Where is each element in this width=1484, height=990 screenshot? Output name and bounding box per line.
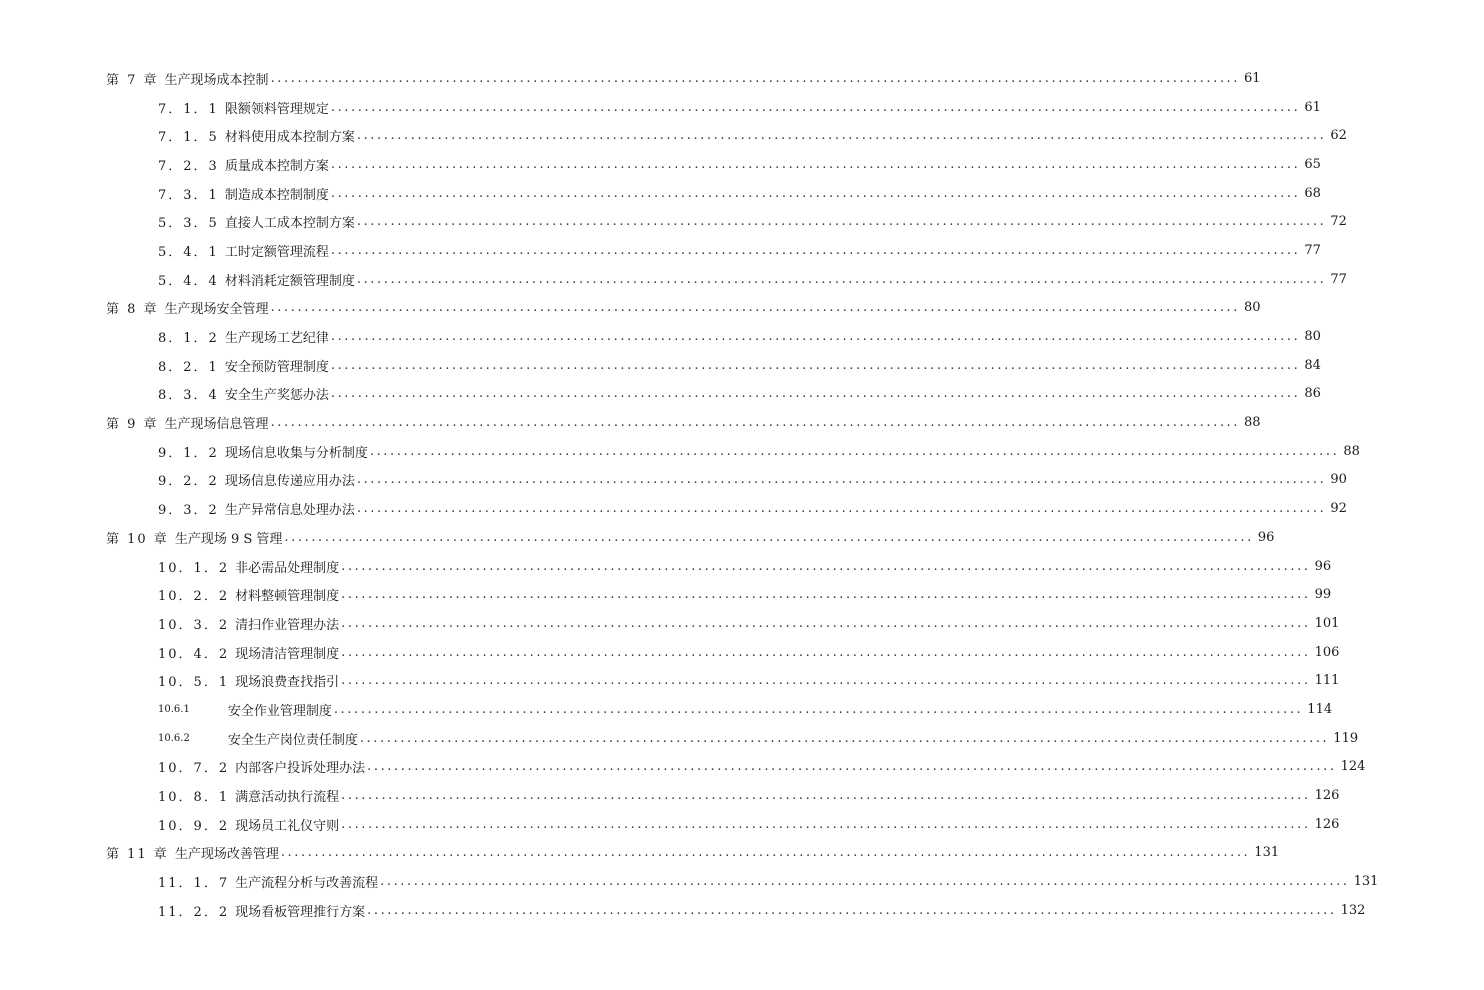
toc-page-number: 77 bbox=[1330, 271, 1347, 287]
toc-page-number: 131 bbox=[1353, 874, 1379, 890]
toc-section-entry[interactable] bbox=[0, 494, 1347, 523]
toc-entry-title: 满意活动执行流程 bbox=[235, 790, 340, 806]
toc-dot-leader: ................................................................................................................................................ bbox=[330, 386, 1301, 402]
toc-entry-number: 7．1．1 bbox=[158, 101, 219, 117]
toc-entry-title: 材料消耗定额管理制度 bbox=[224, 273, 355, 289]
toc-section-entry[interactable] bbox=[0, 236, 1321, 265]
toc-section-entry[interactable] bbox=[0, 580, 1332, 609]
toc-page-number: 61 bbox=[1244, 70, 1261, 86]
toc-dot-leader: ................................................................................................................................................ bbox=[367, 759, 1337, 775]
toc-dot-leader: ................................................................................................................................................ bbox=[356, 214, 1327, 230]
toc-entry-title: 安全作业管理制度 bbox=[227, 703, 332, 719]
toc-entry-number: 10.6.2 bbox=[158, 732, 190, 744]
toc-page-number: 119 bbox=[1333, 730, 1359, 746]
toc-dot-leader: ................................................................................................................................................ bbox=[341, 644, 1311, 660]
toc-entry-title: 生产流程分析与改善流程 bbox=[235, 876, 379, 892]
toc-dot-leader: ................................................................................................................................................ bbox=[270, 300, 1241, 316]
toc-entry-title: 质量成本控制方案 bbox=[224, 158, 329, 174]
toc-dot-leader: ................................................................................................................................................ bbox=[341, 587, 1311, 603]
toc-page-number: 90 bbox=[1330, 472, 1347, 488]
toc-dot-leader: ................................................................................................................................................ bbox=[369, 443, 1340, 459]
toc-page-number: 80 bbox=[1304, 329, 1321, 345]
toc-section-entry[interactable] bbox=[0, 609, 1340, 638]
toc-section-entry[interactable] bbox=[0, 179, 1321, 208]
toc-entry-title: 生产现场 9 S 管理 bbox=[174, 531, 283, 547]
toc-entry-number: 10.6.1 bbox=[158, 703, 190, 715]
toc-entry-number: 10．1．2 bbox=[158, 560, 230, 576]
toc-entry-title: 材料整顿管理制度 bbox=[235, 589, 340, 605]
toc-section-entry[interactable] bbox=[0, 466, 1347, 495]
toc-entry-title: 生产现场改善管理 bbox=[174, 847, 279, 863]
toc-entry-number: 10．3．2 bbox=[158, 617, 230, 633]
toc-dot-leader: ................................................................................................................................................ bbox=[333, 701, 1304, 717]
toc-section-entry[interactable] bbox=[0, 781, 1340, 810]
toc-entry-number: 8．3．4 bbox=[158, 388, 219, 404]
toc-entry-number: 5．4．1 bbox=[158, 244, 219, 260]
toc-page-number: 86 bbox=[1304, 386, 1321, 402]
toc-page-number: 96 bbox=[1257, 529, 1275, 545]
toc-entry-title: 生产现场信息管理 bbox=[164, 417, 269, 433]
toc-page-number: 126 bbox=[1314, 816, 1340, 832]
toc-dot-leader: ................................................................................................................................................ bbox=[341, 816, 1311, 832]
toc-page-number: 84 bbox=[1304, 357, 1321, 373]
toc-section-entry[interactable] bbox=[0, 724, 1359, 753]
toc-dot-leader: ................................................................................................................................................ bbox=[341, 673, 1311, 689]
toc-entry-title: 安全生产奖惩办法 bbox=[224, 388, 329, 404]
toc-entry-title: 生产异常信息处理办法 bbox=[224, 503, 355, 519]
toc-entry-title: 工时定额管理流程 bbox=[224, 244, 329, 260]
toc-page-number: 131 bbox=[1254, 845, 1280, 861]
toc-dot-leader: ................................................................................................................................................ bbox=[270, 70, 1241, 86]
toc-entry-number: 第 10 章 bbox=[106, 531, 169, 547]
toc-entry-title: 安全预防管理制度 bbox=[224, 359, 329, 375]
toc-entry-number: 第 8 章 bbox=[106, 302, 159, 318]
toc-entry-number: 8．1．2 bbox=[158, 331, 219, 347]
toc-page-number: 106 bbox=[1314, 644, 1340, 660]
toc-entry-title: 现场清洁管理制度 bbox=[235, 646, 340, 662]
toc-dot-leader: ................................................................................................................................................ bbox=[359, 730, 1330, 746]
toc-chapter-entry[interactable] bbox=[0, 839, 1280, 868]
toc-page-number: 92 bbox=[1330, 501, 1347, 517]
toc-page-number: 96 bbox=[1314, 558, 1332, 574]
toc-entry-title: 制造成本控制制度 bbox=[224, 187, 329, 203]
toc-entry-title: 直接人工成本控制方案 bbox=[224, 216, 355, 232]
toc-entry-title: 现场员工礼仪守则 bbox=[235, 818, 340, 834]
toc-section-entry[interactable] bbox=[0, 867, 1379, 896]
toc-dot-leader: ................................................................................................................................................ bbox=[330, 242, 1301, 258]
toc-dot-leader: ................................................................................................................................................ bbox=[356, 271, 1327, 287]
toc-page-number: 99 bbox=[1314, 587, 1332, 603]
toc-page-number: 101 bbox=[1314, 615, 1340, 631]
toc-section-entry[interactable] bbox=[0, 351, 1321, 380]
toc-entry-number: 8．2．1 bbox=[158, 359, 219, 375]
toc-entry-title: 材料使用成本控制方案 bbox=[224, 130, 355, 146]
toc-entry-number: 7．1．5 bbox=[158, 130, 219, 146]
toc-entry-number: 10．7．2 bbox=[158, 761, 230, 777]
toc-page-number: 111 bbox=[1314, 673, 1340, 689]
toc-section-entry[interactable] bbox=[0, 121, 1347, 150]
toc-entry-number: 10．9．2 bbox=[158, 818, 230, 834]
toc-dot-leader: ................................................................................................................................................ bbox=[356, 128, 1327, 144]
toc-entry-title: 内部客户投诉处理办法 bbox=[235, 761, 366, 777]
toc-chapter-entry[interactable] bbox=[0, 64, 1261, 93]
toc-entry-number: 9．1．2 bbox=[158, 445, 219, 461]
toc-dot-leader: ................................................................................................................................................ bbox=[341, 788, 1311, 804]
toc-section-entry[interactable] bbox=[0, 93, 1321, 122]
toc-entry-title: 生产现场成本控制 bbox=[164, 72, 269, 88]
toc-section-entry[interactable] bbox=[0, 380, 1321, 409]
toc-entry-number: 10．8．1 bbox=[158, 790, 230, 806]
toc-entry-title: 现场浪费查找指引 bbox=[235, 675, 340, 691]
toc-dot-leader: ................................................................................................................................................ bbox=[284, 529, 1254, 545]
toc-dot-leader: ................................................................................................................................................ bbox=[380, 874, 1350, 890]
toc-entry-number: 第 9 章 bbox=[106, 417, 159, 433]
toc-entry-number: 9．2．2 bbox=[158, 474, 219, 490]
toc-section-entry[interactable] bbox=[0, 810, 1340, 839]
toc-section-entry[interactable] bbox=[0, 552, 1332, 581]
toc-section-entry[interactable] bbox=[0, 666, 1340, 695]
toc-dot-leader: ................................................................................................................................................ bbox=[356, 472, 1327, 488]
toc-entry-title: 安全生产岗位责任制度 bbox=[227, 732, 358, 748]
toc-dot-leader: ................................................................................................................................................ bbox=[330, 329, 1301, 345]
toc-entry-title: 现场信息传递应用办法 bbox=[224, 474, 355, 490]
toc-page-number: 68 bbox=[1304, 185, 1321, 201]
toc-entry-number: 7．3．1 bbox=[158, 187, 219, 203]
toc-entry-number: 第 7 章 bbox=[106, 72, 159, 88]
toc-chapter-entry[interactable] bbox=[0, 294, 1261, 323]
toc-section-entry[interactable] bbox=[0, 207, 1347, 236]
toc-section-entry[interactable] bbox=[0, 638, 1340, 667]
toc-dot-leader: ................................................................................................................................................ bbox=[341, 615, 1311, 631]
toc-entry-title: 生产现场安全管理 bbox=[164, 302, 269, 318]
toc-entry-number: 11．1．7 bbox=[158, 876, 230, 892]
toc-page-number: 61 bbox=[1304, 99, 1321, 115]
toc-page-number: 124 bbox=[1340, 759, 1366, 775]
toc-entry-title: 清扫作业管理办法 bbox=[235, 617, 340, 633]
toc-section-entry[interactable] bbox=[0, 695, 1333, 724]
toc-page-number: 88 bbox=[1244, 415, 1261, 431]
toc-entry-number: 10．2．2 bbox=[158, 589, 230, 605]
toc-section-entry[interactable] bbox=[0, 437, 1360, 466]
toc-page-number: 80 bbox=[1244, 300, 1261, 316]
toc-page-number: 126 bbox=[1314, 788, 1340, 804]
toc-entry-number: 10．5．1 bbox=[158, 675, 230, 691]
toc-page-number: 114 bbox=[1307, 701, 1333, 717]
table-of-contents bbox=[0, 64, 1379, 925]
toc-dot-leader: ................................................................................................................................................ bbox=[330, 156, 1301, 172]
toc-page-number: 62 bbox=[1330, 128, 1347, 144]
toc-chapter-entry[interactable] bbox=[0, 523, 1275, 552]
toc-section-entry[interactable] bbox=[0, 150, 1321, 179]
toc-dot-leader: ................................................................................................................................................ bbox=[330, 99, 1301, 115]
toc-entry-number: 11．2．2 bbox=[158, 904, 230, 920]
toc-entry-title: 限额领料管理规定 bbox=[224, 101, 329, 117]
toc-entry-title: 现场信息收集与分析制度 bbox=[224, 445, 368, 461]
toc-entry-number: 9．3．2 bbox=[158, 503, 219, 519]
toc-page-number: 88 bbox=[1343, 443, 1360, 459]
toc-page-number: 132 bbox=[1340, 902, 1366, 918]
toc-dot-leader: ................................................................................................................................................ bbox=[330, 357, 1301, 373]
toc-dot-leader: ................................................................................................................................................ bbox=[367, 902, 1337, 918]
toc-dot-leader: ................................................................................................................................................ bbox=[280, 845, 1251, 861]
toc-chapter-entry[interactable] bbox=[0, 408, 1261, 437]
toc-entry-number: 5．4．4 bbox=[158, 273, 219, 289]
toc-page-number: 65 bbox=[1304, 156, 1321, 172]
toc-section-entry[interactable] bbox=[0, 322, 1321, 351]
toc-page-number: 72 bbox=[1330, 214, 1347, 230]
toc-dot-leader: ................................................................................................................................................ bbox=[341, 558, 1311, 574]
toc-section-entry[interactable] bbox=[0, 896, 1366, 925]
toc-entry-number: 10．4．2 bbox=[158, 646, 230, 662]
toc-entry-title: 现场看板管理推行方案 bbox=[235, 904, 366, 920]
toc-entry-title: 非必需品处理制度 bbox=[235, 560, 340, 576]
toc-dot-leader: ................................................................................................................................................ bbox=[330, 185, 1301, 201]
toc-dot-leader: ................................................................................................................................................ bbox=[356, 501, 1327, 517]
toc-dot-leader: ................................................................................................................................................ bbox=[270, 415, 1241, 431]
toc-section-entry[interactable] bbox=[0, 265, 1347, 294]
toc-page-number: 77 bbox=[1304, 242, 1321, 258]
toc-entry-number: 7．2．3 bbox=[158, 158, 219, 174]
toc-section-entry[interactable] bbox=[0, 753, 1366, 782]
toc-entry-title: 生产现场工艺纪律 bbox=[224, 331, 329, 347]
toc-entry-number: 第 11 章 bbox=[106, 847, 169, 863]
toc-entry-number: 5．3．5 bbox=[158, 216, 219, 232]
